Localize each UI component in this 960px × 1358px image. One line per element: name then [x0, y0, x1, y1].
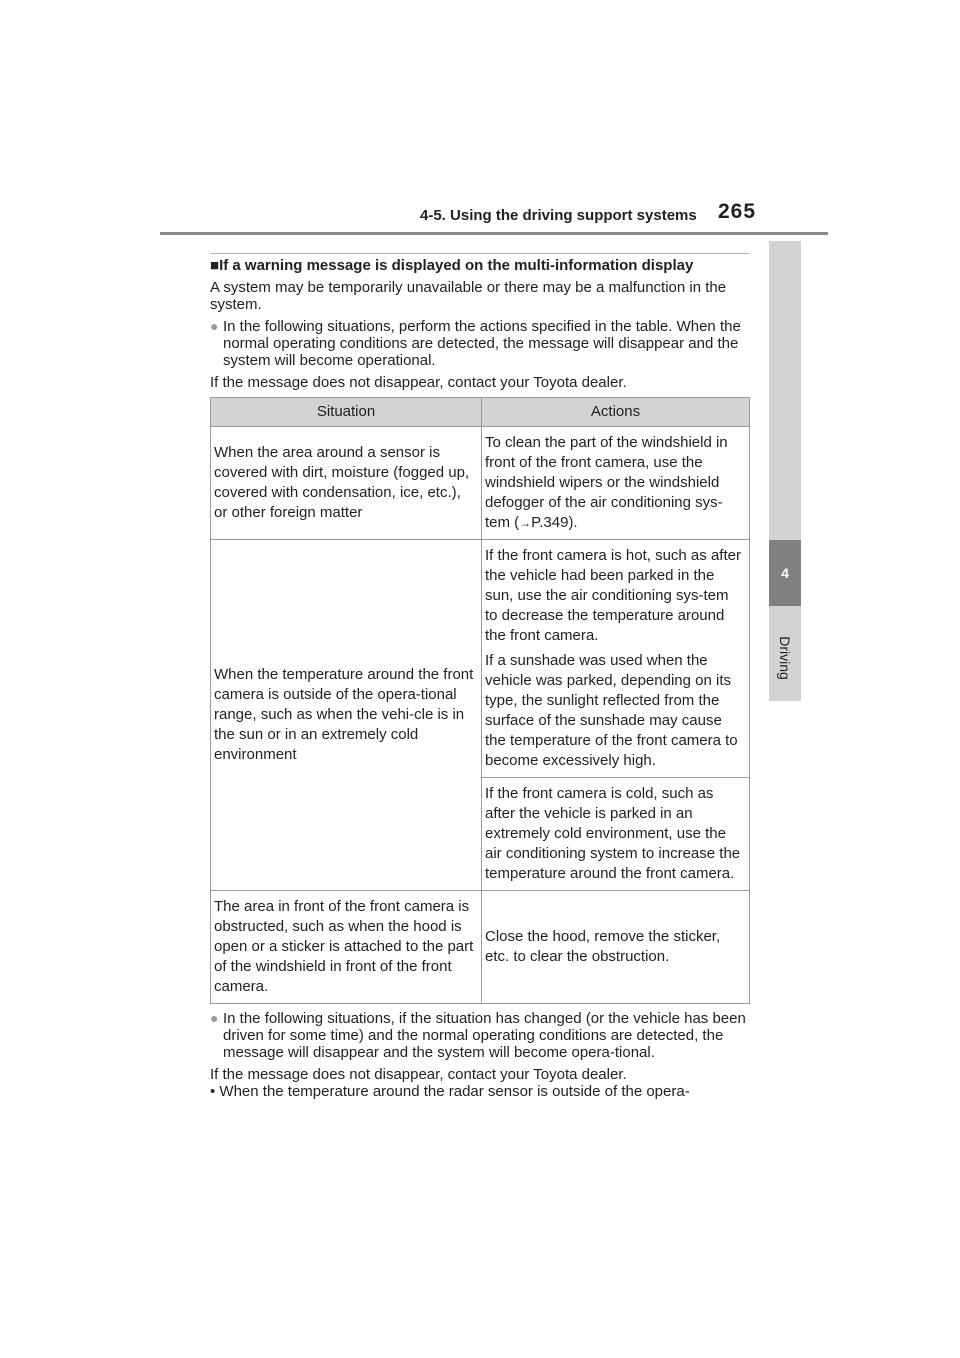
chapter-number-box: [769, 540, 801, 606]
section-heading-text: If a warning message is displayed on the multi-information display: [219, 257, 694, 274]
table-row: [211, 891, 750, 1004]
action-text: If the front camera is hot, such as after the vehicle had been parked in the sun, use the air conditioning sys-tem to decrease the temperature around the front camera.: [485, 547, 741, 644]
table-header-actions: Actions: [482, 398, 750, 427]
table-row: [211, 427, 750, 540]
main-content: [210, 257, 750, 1100]
heading-square-icon: ■: [210, 257, 220, 274]
table-cell-situation: The area in front of the front camera is obstructed, such as when the hood is open or a sticker is attached to the part of the windshield in front of the front camera.: [211, 891, 482, 1004]
bullet-text: In the following situations, if the situation has changed (or the vehicle has been driven for some time) and the normal operating conditions are detected, the message will disappear and the system will become opera-tional.: [223, 1010, 746, 1061]
bullet-circle-icon: ●: [210, 318, 219, 334]
intro-paragraph: A system may be temporarily unavailable or there may be a malfunction in the system.: [210, 279, 727, 313]
running-header-title: 4-5. Using the driving support systems: [420, 207, 697, 224]
table-header-row: [211, 398, 750, 427]
table-cell-action: [482, 540, 750, 778]
situation-actions-table: [210, 397, 750, 1004]
chapter-number: 4: [781, 565, 789, 581]
table-cell-situation: When the area around a sensor is covered with dirt, moisture (fogged up, covered with condensation, ice, etc.), or other foreign matter: [211, 427, 482, 540]
table-cell-situation: When the temperature around the front camera is outside of the opera-tional range, such as when the vehi-cle is in the sun or in an extremely cold environment: [211, 540, 482, 891]
action-text: To clean the part of the windshield in front of the front camera, use the windshield wipers or the windshield defogger of the air conditioning sys-tem (: [485, 434, 728, 531]
bullet-text: In the following situations, perform the actions specified in the table. When the normal operating conditions are detected, the message will disappear and the system will become operational.: [223, 318, 741, 369]
chapter-side-tab: [769, 241, 801, 701]
bullet-item: [210, 1010, 750, 1061]
bullet-circle-icon: ●: [210, 1010, 219, 1026]
table-cell-action: Close the hood, remove the sticker, etc. to clear the obstruction.: [482, 891, 750, 1004]
header-rule: [160, 232, 828, 235]
condition-list-item: • When the temperature around the radar sensor is outside of the opera-: [210, 1083, 690, 1100]
contact-dealer-paragraph: If the message does not disappear, contact your Toyota dealer.: [210, 374, 627, 391]
bullet-item: [210, 318, 750, 369]
chapter-name: Driving: [777, 636, 793, 680]
arrow-right-icon: →: [519, 516, 532, 530]
table-cell-action: If the front camera is cold, such as after the vehicle is parked in an extremely cold environment, use the air conditioning system to increase the temperature around the front camera.: [482, 778, 750, 891]
contact-dealer-paragraph: If the message does not disappear, contact your Toyota dealer.: [210, 1066, 627, 1083]
table-header-situation: Situation: [211, 398, 482, 427]
page-reference-link[interactable]: P.349).: [531, 514, 578, 531]
action-text: If a sunshade was used when the vehicle was parked, depending on its type, the sunlight reflected from the surface of the sunshade may cause the temperature of the front camera to become excessively high.: [485, 652, 738, 769]
table-row: [211, 540, 750, 778]
section-heading: [210, 257, 750, 274]
table-cell-action: [482, 427, 750, 540]
section-rule: [210, 253, 749, 254]
page-number: 265: [718, 200, 757, 223]
